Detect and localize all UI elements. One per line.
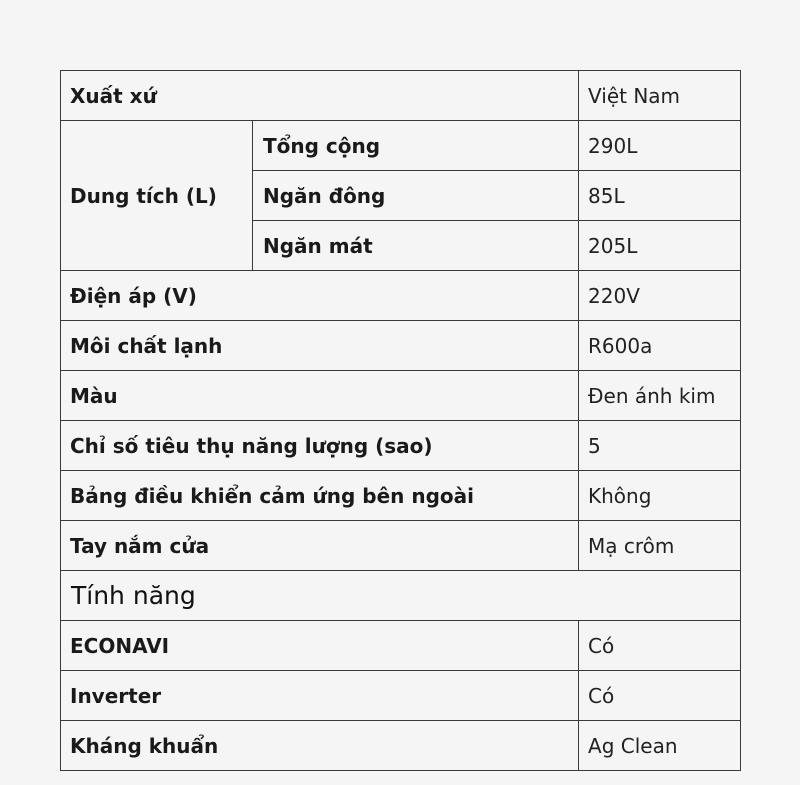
econavi-label: ECONAVI [61,621,579,671]
color-value: Đen ánh kim [579,371,741,421]
origin-label: Xuất xứ [61,71,579,121]
voltage-value: 220V [579,271,741,321]
row-inverter [61,671,741,721]
row-refrigerant [61,321,741,371]
touch-panel-value: Không [579,471,741,521]
handle-label: Tay nắm cửa [61,521,579,571]
color-label: Màu [61,371,579,421]
capacity-freezer-value: 85L [579,171,741,221]
row-handle [61,521,741,571]
row-voltage [61,271,741,321]
row-antibacterial [61,721,741,771]
spec-table [60,70,741,771]
row-origin [61,71,741,121]
antibacterial-label: Kháng khuẩn [61,721,579,771]
row-features-heading [61,571,741,621]
row-color [61,371,741,421]
capacity-fridge-value: 205L [579,221,741,271]
econavi-value: Có [579,621,741,671]
energy-label: Chỉ số tiêu thụ năng lượng (sao) [61,421,579,471]
inverter-value: Có [579,671,741,721]
capacity-total-value: 290L [579,121,741,171]
row-econavi [61,621,741,671]
touch-panel-label: Bảng điều khiển cảm ứng bên ngoài [61,471,579,521]
capacity-label: Dung tích (L) [61,121,253,271]
inverter-label: Inverter [61,671,579,721]
antibacterial-value: Ag Clean [579,721,741,771]
capacity-freezer-label: Ngăn đông [253,171,579,221]
capacity-fridge-label: Ngăn mát [253,221,579,271]
energy-value: 5 [579,421,741,471]
origin-value: Việt Nam [579,71,741,121]
capacity-total-label: Tổng cộng [253,121,579,171]
refrigerant-value: R600a [579,321,741,371]
row-energy [61,421,741,471]
row-touch-panel [61,471,741,521]
voltage-label: Điện áp (V) [61,271,579,321]
features-heading: Tính năng [61,571,741,621]
handle-value: Mạ crôm [579,521,741,571]
refrigerant-label: Môi chất lạnh [61,321,579,371]
row-capacity-total [61,121,741,171]
